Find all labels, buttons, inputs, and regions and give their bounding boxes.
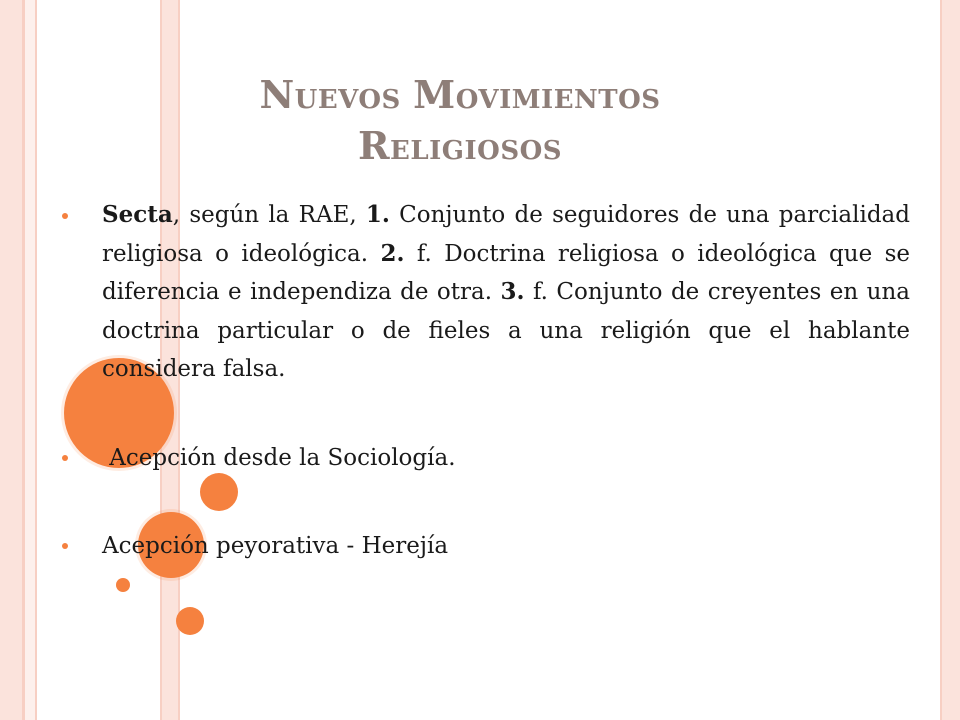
bullet-definition bbox=[56, 196, 910, 389]
decorative-circle-tiny bbox=[116, 578, 130, 592]
bullet-text: Acepción peyorativa - Herejía bbox=[102, 532, 449, 559]
bullet-sociology bbox=[56, 439, 910, 477]
title-line-1 bbox=[160, 72, 760, 123]
title-word-rest: UEVOS bbox=[294, 85, 401, 115]
number-bold: 1. bbox=[365, 201, 390, 228]
term-bold: Secta bbox=[102, 201, 173, 228]
stripe bbox=[25, 0, 35, 720]
number-bold: 2. bbox=[380, 239, 405, 267]
bullet-text: Acepción desde la Sociología. bbox=[102, 444, 456, 471]
title-initial: R bbox=[357, 123, 391, 168]
bullet-dot-icon bbox=[62, 455, 68, 461]
text-run: Conjunto de seguidores de una parcialidad religiosa o ideológica. bbox=[102, 202, 910, 267]
bullet-pejorative bbox=[56, 527, 910, 565]
bullet-text bbox=[102, 196, 910, 389]
slide-body bbox=[56, 196, 910, 565]
slide-title bbox=[160, 72, 760, 174]
title-word-rest: OVIMIENTOS bbox=[455, 85, 661, 115]
title-word-rest: ELIGIOSOS bbox=[390, 136, 563, 166]
decorative-circle-small-bottom bbox=[176, 607, 204, 635]
text-run: , según la RAE, bbox=[172, 202, 366, 228]
text-run: f. Conjunto de creyentes en una doctrina particular o de fieles a una religión que el hablante considera falsa. bbox=[102, 279, 910, 382]
title-initial: M bbox=[413, 72, 456, 117]
number-bold: 3. bbox=[500, 278, 525, 305]
stripe bbox=[0, 0, 22, 720]
bullet-dot-icon bbox=[62, 543, 68, 549]
bullet-dot-icon bbox=[62, 213, 68, 219]
text-run: f. Doctrina religiosa o ideológica que se diferencia e independiza de otra. bbox=[102, 240, 910, 305]
stripe bbox=[35, 0, 37, 720]
title-line-2 bbox=[160, 123, 760, 174]
title-initial: N bbox=[259, 72, 295, 117]
right-decorative-stripe bbox=[940, 0, 960, 720]
